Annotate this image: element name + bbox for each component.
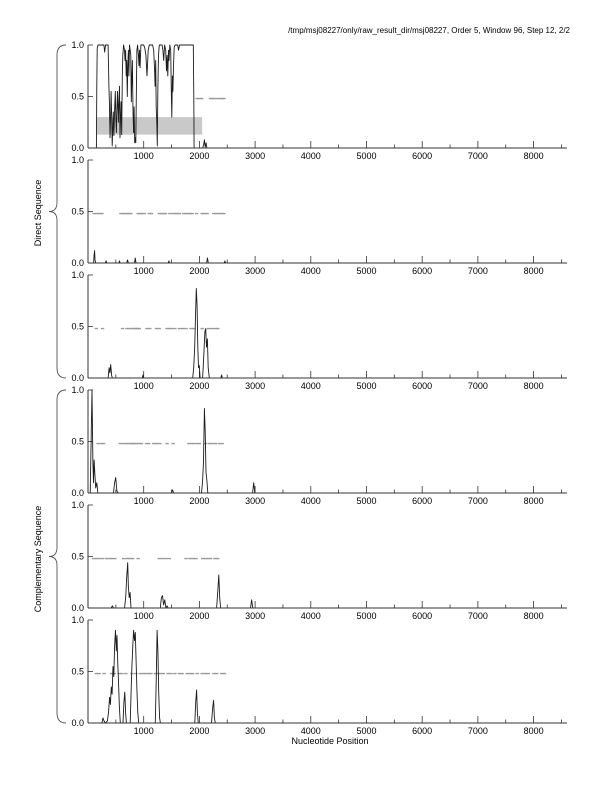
probability-curve [88,630,567,723]
subplot-direct-frame-2 [71,155,567,276]
x-tick-label: 6000 [412,726,433,736]
y-tick-label: 0.0 [71,143,84,153]
x-tick-label: 3000 [245,496,266,506]
subplot-complementary-frame-2 [71,500,567,621]
x-tick-label: 7000 [467,381,488,391]
y-tick-label: 0.5 [71,666,84,677]
y-tick-label: 1.0 [71,155,84,165]
x-tick-label: 8000 [523,266,544,276]
y-tick-label: 0.0 [71,258,84,268]
figure-title: /tmp/msj08227/only/raw_result_dir/msj08227, Order 5, Window 96, Step 12, 2/2 [288,26,570,35]
subplot-direct-frame-3 [71,270,567,391]
y-tick-label: 1.0 [71,40,84,50]
probability-curve [88,288,567,378]
x-tick-label: 4000 [300,151,321,161]
x-tick-label: 6000 [412,611,433,621]
y-tick-label: 1.0 [71,385,84,395]
x-tick-label: 3000 [245,151,266,161]
x-axis-title: Nucleotide Position [291,736,369,746]
subplot-direct-frame-1 [71,40,567,161]
x-tick-label: 5000 [356,266,377,276]
y-tick-label: 1.0 [71,270,84,280]
x-tick-label: 4000 [300,611,321,621]
x-tick-label: 8000 [523,496,544,506]
probability-curve [88,390,567,493]
x-tick-label: 7000 [467,151,488,161]
x-tick-label: 4000 [300,266,321,276]
x-tick-label: 2000 [189,726,210,736]
x-tick-label: 3000 [245,726,266,736]
x-tick-label: 1000 [133,266,154,276]
x-tick-label: 2000 [189,381,210,391]
x-tick-label: 6000 [412,151,433,161]
x-tick-label: 5000 [356,496,377,506]
x-tick-label: 2000 [189,611,210,621]
x-tick-label: 5000 [356,726,377,736]
y-tick-label: 0.0 [71,603,84,613]
x-tick-label: 1000 [133,381,154,391]
y-tick-label: 0.5 [71,321,84,332]
y-tick-label: 1.0 [71,500,84,510]
x-tick-label: 5000 [356,381,377,391]
x-tick-label: 2000 [189,496,210,506]
subplot-complementary-frame-3 [71,615,567,736]
x-tick-label: 3000 [245,611,266,621]
x-tick-label: 5000 [356,611,377,621]
x-tick-label: 4000 [300,726,321,736]
subplot-complementary-frame-1 [71,385,567,506]
y-tick-label: 0.5 [71,206,84,217]
probability-curve [88,563,567,608]
x-tick-label: 6000 [412,496,433,506]
x-tick-label: 8000 [523,611,544,621]
y-tick-label: 0.0 [71,373,84,383]
x-tick-label: 2000 [189,151,210,161]
x-tick-label: 7000 [467,266,488,276]
x-tick-label: 8000 [523,151,544,161]
y-tick-label: 0.5 [71,91,84,102]
y-tick-label: 0.0 [71,488,84,498]
x-tick-label: 7000 [467,726,488,736]
x-tick-label: 1000 [133,611,154,621]
complementary-sequence-label: Complementary Sequence [33,505,43,613]
brace-direct [49,45,66,378]
direct-sequence-label: Direct Sequence [33,179,43,247]
x-tick-label: 2000 [189,266,210,276]
brace-complementary [49,390,66,723]
x-tick-label: 1000 [133,151,154,161]
x-tick-label: 3000 [245,266,266,276]
y-tick-label: 0.0 [71,718,84,728]
x-tick-label: 4000 [300,381,321,391]
x-tick-label: 6000 [412,381,433,391]
x-tick-label: 7000 [467,496,488,506]
x-tick-label: 1000 [133,726,154,736]
y-tick-label: 1.0 [71,615,84,625]
x-tick-label: 1000 [133,496,154,506]
x-tick-label: 3000 [245,381,266,391]
x-tick-label: 7000 [467,611,488,621]
probability-curve [88,251,567,263]
x-tick-label: 4000 [300,496,321,506]
y-tick-label: 0.5 [71,436,84,447]
x-tick-label: 8000 [523,381,544,391]
x-tick-label: 6000 [412,266,433,276]
y-tick-label: 0.5 [71,551,84,562]
x-tick-label: 5000 [356,151,377,161]
x-tick-label: 8000 [523,726,544,736]
